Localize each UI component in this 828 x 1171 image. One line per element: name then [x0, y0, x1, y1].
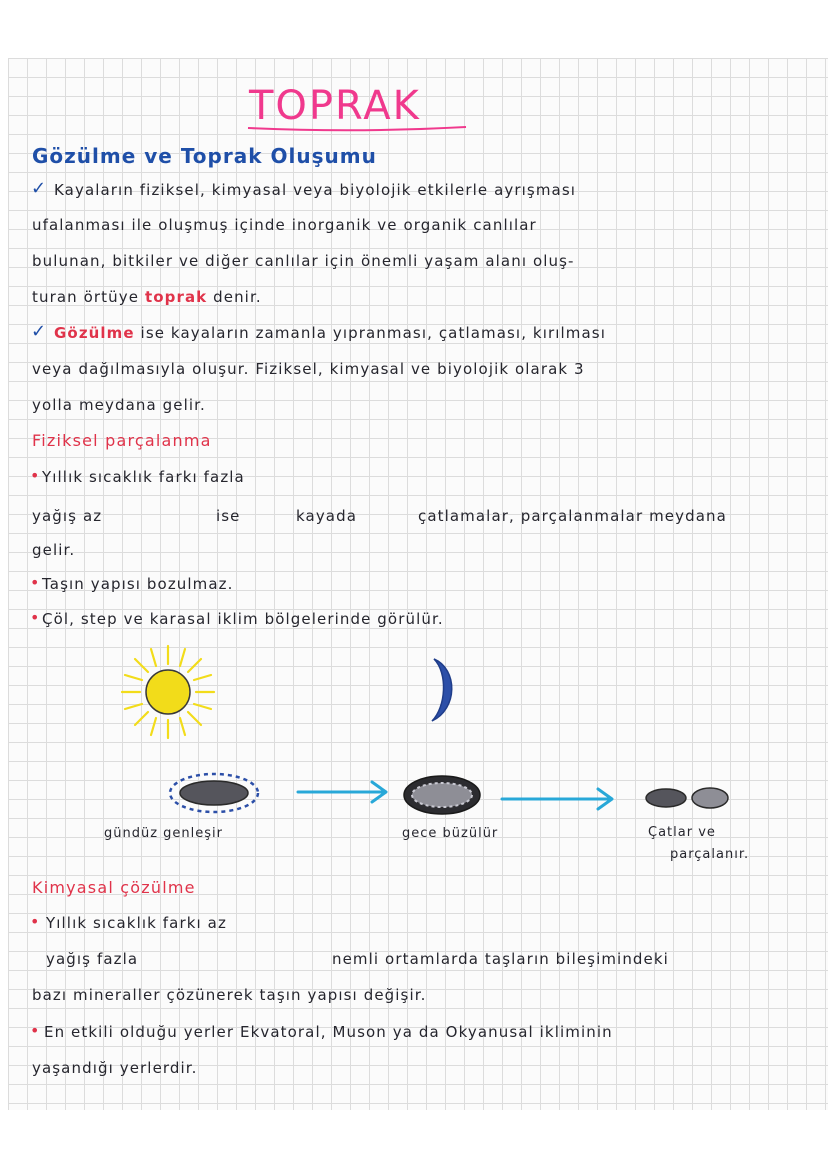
- arrow-right-icon: [500, 785, 620, 815]
- chemical-b2-line2: yaşandığı yerlerdir.: [32, 1059, 198, 1077]
- para2-line1: [54, 326, 606, 341]
- bullet-dot: •: [30, 912, 40, 931]
- label-end-2: parçalanır.: [670, 847, 750, 862]
- para1-line2: ufalanması ile oluşmuş içinde inorganik ve organik canlılar: [32, 216, 537, 234]
- section-heading: Gözülme ve Toprak Oluşumu: [32, 144, 377, 168]
- physical-b1-line1: Yıllık sıcaklık farkı fazla: [42, 468, 245, 486]
- rock-pieces: [644, 784, 734, 814]
- chemical-b1-line1: Yıllık sıcaklık farkı az: [46, 914, 227, 932]
- physical-b2: Taşın yapısı bozulmaz.: [42, 575, 234, 593]
- bullet-dot: •: [30, 608, 40, 627]
- label-end-1: Çatlar ve: [648, 825, 716, 840]
- physical-b1-line2c: kayada: [296, 507, 357, 525]
- rock-expanding: [164, 768, 264, 818]
- checkmark-icon: ✓: [31, 321, 47, 342]
- label-day: gündüz genleşir: [104, 826, 224, 841]
- para1-line4-post: denir.: [213, 288, 262, 306]
- physical-b1-line3: gelir.: [32, 541, 76, 559]
- moon-icon: [424, 655, 464, 725]
- para1-line4-pre: turan örtüye: [32, 288, 140, 306]
- rock-contracting: [398, 770, 488, 820]
- physical-b1-line2a: yağış az: [32, 507, 103, 525]
- chemical-b1-line2a: yağış fazla: [46, 950, 139, 968]
- physical-heading: Fiziksel parçalanma: [32, 431, 212, 450]
- para1-line3: bulunan, bitkiler ve diğer canlılar için önemli yaşam alanı oluş-: [32, 252, 575, 270]
- page-title: TOPRAK: [249, 83, 421, 129]
- physical-b1-line2b: ise: [216, 507, 241, 525]
- bullet-dot: •: [30, 466, 40, 485]
- chemical-b1-line3: bazı mineraller çözünerek taşın yapısı değişir.: [32, 986, 427, 1004]
- para2-line3: yolla meydana gelir.: [32, 396, 206, 414]
- para2-line2: veya dağılmasıyla oluşur. Fiziksel, kimyasal ve biyolojik olarak 3: [32, 360, 585, 378]
- bullet-dot: •: [30, 573, 40, 592]
- chemical-b2-line1: En etkili olduğu yerler Ekvatoral, Muson ya da Okyanusal ikliminin: [44, 1023, 613, 1041]
- bullet-dot: •: [30, 1021, 40, 1040]
- chemical-b1-line2b: nemli ortamlarda taşların bileşimindeki: [332, 950, 669, 968]
- label-night: gece büzülür: [402, 826, 499, 841]
- para1-line1: Kayaların fiziksel, kimyasal veya biyolojik etkilerle ayrışması: [54, 181, 577, 199]
- arrow-right-icon: [296, 778, 396, 808]
- physical-b3: Çöl, step ve karasal iklim bölgelerinde görülür.: [42, 610, 444, 628]
- checkmark-icon: ✓: [31, 178, 47, 199]
- sun-icon: [118, 642, 218, 742]
- title-underline: [246, 124, 470, 138]
- para1-line4: [32, 290, 262, 305]
- chemical-heading: Kimyasal çözülme: [32, 878, 196, 897]
- term-gozulme: Gözülme: [54, 324, 135, 342]
- physical-b1-line2d: çatlamalar, parçalanmalar meydana: [418, 507, 727, 525]
- term-toprak: toprak: [144, 288, 208, 306]
- para2-line1-rest: ise kayaların zamanla yıpranması, çatlaması, kırılması: [140, 324, 606, 342]
